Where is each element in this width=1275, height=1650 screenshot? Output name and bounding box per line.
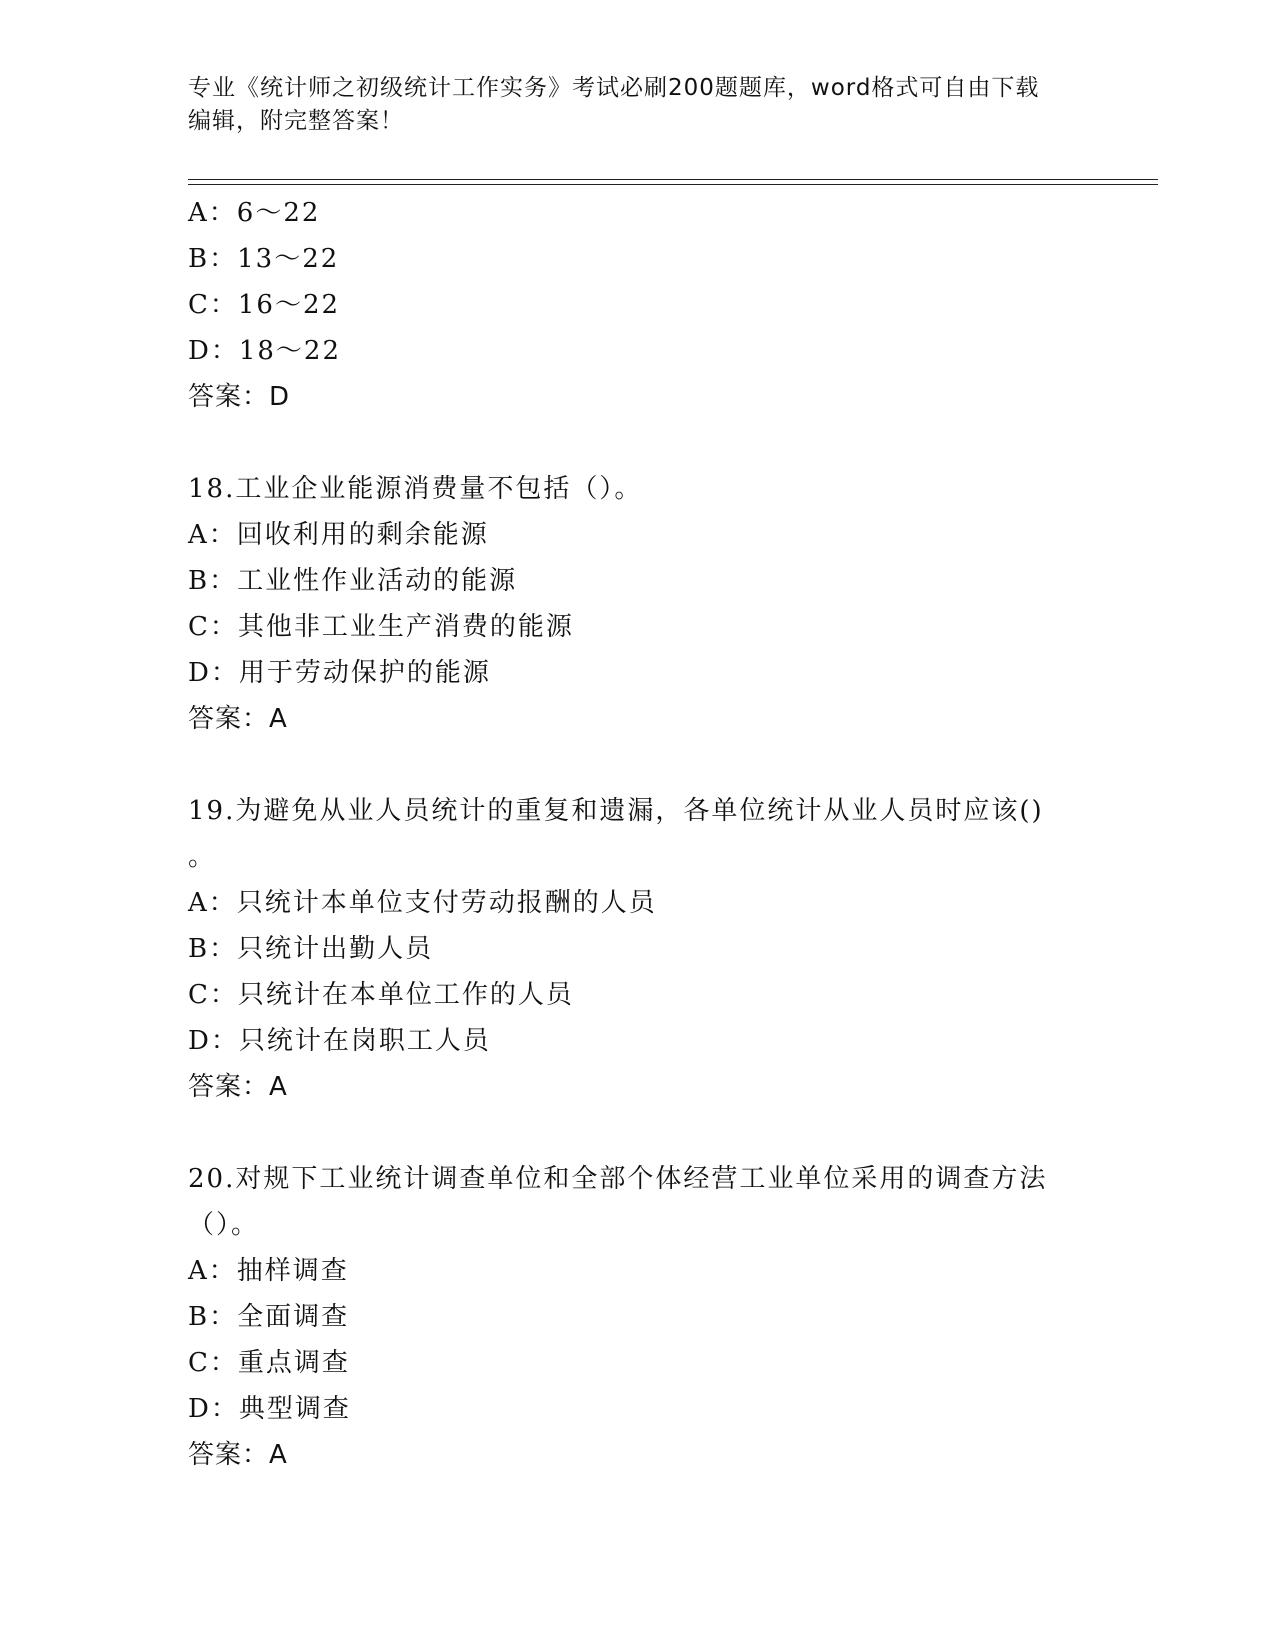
answer: 答案：D bbox=[188, 382, 291, 412]
question-20 bbox=[188, 1156, 1148, 1478]
header-line-2: 编辑，附完整答案！ bbox=[188, 108, 404, 134]
option-a: A：抽样调查 bbox=[188, 1256, 349, 1286]
option-b: B：13～22 bbox=[188, 244, 340, 274]
question-text-continuation: 。 bbox=[188, 842, 217, 872]
option-b: B：只统计出勤人员 bbox=[188, 934, 434, 964]
option-b: B：全面调查 bbox=[188, 1302, 350, 1332]
document-header bbox=[188, 72, 1088, 138]
option-c: C：只统计在本单位工作的人员 bbox=[188, 980, 574, 1010]
header-divider-bottom bbox=[188, 184, 1158, 185]
option-c: C：其他非工业生产消费的能源 bbox=[188, 612, 574, 642]
header-divider-top bbox=[188, 179, 1158, 180]
answer: 答案：A bbox=[188, 1440, 288, 1470]
option-a: A：只统计本单位支付劳动报酬的人员 bbox=[188, 888, 657, 918]
question-19 bbox=[188, 788, 1148, 1110]
header-line-1: 专业《统计师之初级统计工作实务》考试必刷200题题库，word格式可自由下载 bbox=[188, 75, 1040, 101]
answer: 答案：A bbox=[188, 704, 288, 734]
option-d: D：用于劳动保护的能源 bbox=[188, 658, 491, 688]
option-c: C：16～22 bbox=[188, 290, 341, 320]
option-c: C：重点调查 bbox=[188, 1348, 350, 1378]
spacer bbox=[188, 420, 1148, 466]
answer: 答案：A bbox=[188, 1072, 288, 1102]
question-text: 20.对规下工业统计调查单位和全部个体经营工业单位采用的调查方法 bbox=[188, 1164, 1048, 1194]
option-a: A：6～22 bbox=[188, 198, 321, 228]
question-text: 19.为避免从业人员统计的重复和遗漏，各单位统计从业人员时应该() bbox=[188, 796, 1044, 826]
question-17 bbox=[188, 190, 1148, 420]
spacer bbox=[188, 1110, 1148, 1156]
spacer bbox=[188, 742, 1148, 788]
question-text-continuation: （）。 bbox=[188, 1210, 260, 1240]
option-d: D：18～22 bbox=[188, 336, 342, 366]
question-list bbox=[188, 190, 1148, 1478]
question-text: 18.工业企业能源消费量不包括（）。 bbox=[188, 474, 643, 504]
option-b: B：工业性作业活动的能源 bbox=[188, 566, 518, 596]
option-a: A：回收利用的剩余能源 bbox=[188, 520, 489, 550]
option-d: D：只统计在岗职工人员 bbox=[188, 1026, 491, 1056]
question-18 bbox=[188, 466, 1148, 742]
option-d: D：典型调查 bbox=[188, 1394, 351, 1424]
